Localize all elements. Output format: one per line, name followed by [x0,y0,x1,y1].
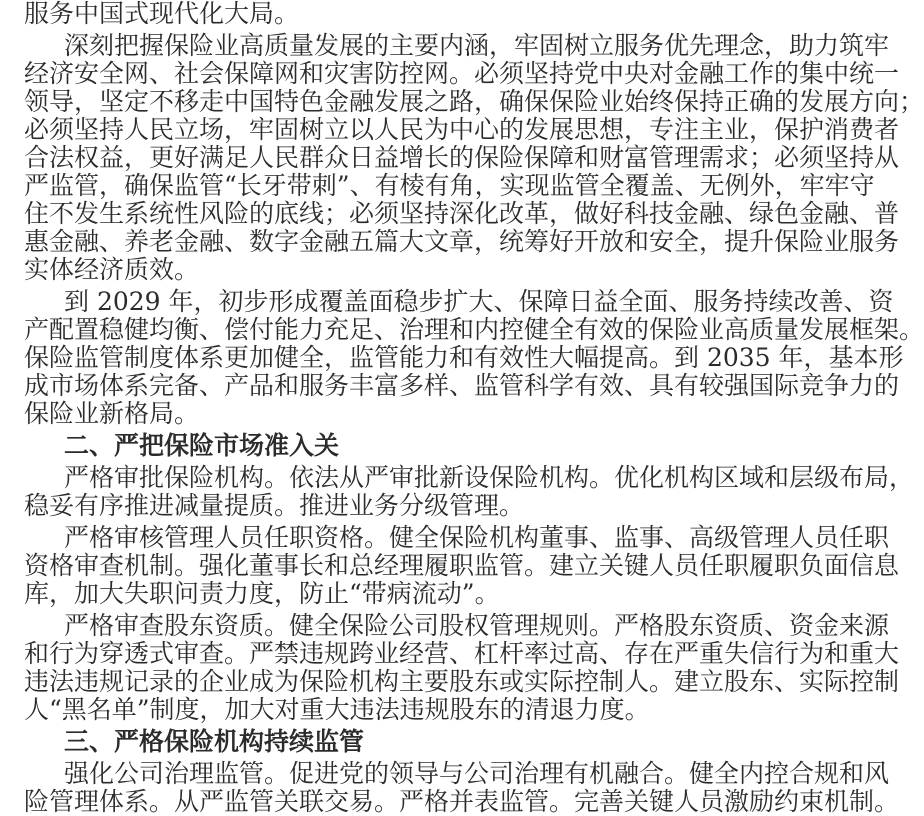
paragraph [24,31,924,284]
text-line: 保险监管制度体系更加健全，监管能力和有效性大幅提高。到 2035 年，基本形 [24,343,904,372]
text-line: 险管理体系。从严监管关联交易。严格并表监管。完善关键人员激励约束机制。 [24,787,900,816]
text-line: 必须坚持人民立场，牢固树立以人民为中心的发展思想，专注主业，保护消费者 [24,115,900,144]
text-line: 合法权益，更好满足人民群众日益增长的保险保障和财富管理需求；必须坚持从 [24,143,900,172]
paragraph [24,523,900,608]
text-line: 人“黑名单”制度，加大对重大违法违规股东的清退力度。 [24,695,650,724]
paragraph [24,287,924,428]
text-line: 稳妥有序推进减量提质。推进业务分级管理。 [24,491,525,520]
text-line: 经济安全网、社会保障网和灾害防控网。必须坚持党中央对金融工作的集中统一 [24,59,900,88]
text-line: 二、严把保险市场准入关 [64,431,340,460]
text-line: 服务中国式现代化大局。 [24,0,300,28]
text-line: 领导，坚定不移走中国特色金融发展之路，确保保险业始终保持正确的发展方向； [24,87,924,116]
text-line: 三、严格保险机构持续监管 [64,727,365,756]
text-line: 库，加大失职问责力度，防止“带病流动”。 [24,579,500,608]
text-line: 保险业新格局。 [24,399,200,428]
section-heading [24,432,778,460]
text-line: 到 2029 年，初步形成覆盖面稳步扩大、保障日益全面、服务持续改善、资 [64,287,894,316]
paragraph [24,611,900,724]
text-line: 和行为穿透式审查。严禁违规跨业经营、杠杆率过高、存在严重失信行为和重大 [24,639,900,668]
text-line: 产配置稳健均衡、偿付能力充足、治理和内控健全有效的保险业高质量发展框架。 [24,315,924,344]
section-heading [24,728,778,756]
paragraph [24,759,900,816]
text-line: 深刻把握保险业高质量发展的主要内涵，牢固树立服务优先理念，助力筑牢 [64,31,890,60]
text-line: 严格审查股东资质。健全保险公司股权管理规则。严格股东资质、资金来源 [64,611,890,640]
text-line: 严格审核管理人员任职资格。健全保险机构董事、监事、高级管理人员任职 [64,523,890,552]
text-line: 资格审查机制。强化董事长和总经理履职监管。建立关键人员任职履职负面信息 [24,551,900,580]
text-line: 违法违规记录的企业成为保险机构主要股东或实际控制人。建立股东、实际控制 [24,667,900,696]
text-line: 严监管，确保监管“长牙带刺”、有棱有角，实现监管全覆盖、无例外，牢牢守 [24,171,875,200]
text-line: 成市场体系完备、产品和服务丰富多样、监管科学有效、具有较强国际竞争力的 [24,371,900,400]
text-line: 实体经济质效。 [24,255,200,284]
document-body [24,0,924,816]
text-line: 住不发生系统性风险的底线；必须坚持深化改革，做好科技金融、绿色金融、普 [24,199,900,228]
text-line: 严格审批保险机构。依法从严审批新设保险机构。优化机构区域和层级布局， [64,463,915,492]
paragraph [24,463,915,520]
text-line: 强化公司治理监管。促进党的领导与公司治理有机融合。健全内控合规和风 [64,759,890,788]
paragraph [24,0,778,28]
text-line: 惠金融、养老金融、数字金融五篇大文章，统筹好开放和安全，提升保险业服务 [24,227,900,256]
